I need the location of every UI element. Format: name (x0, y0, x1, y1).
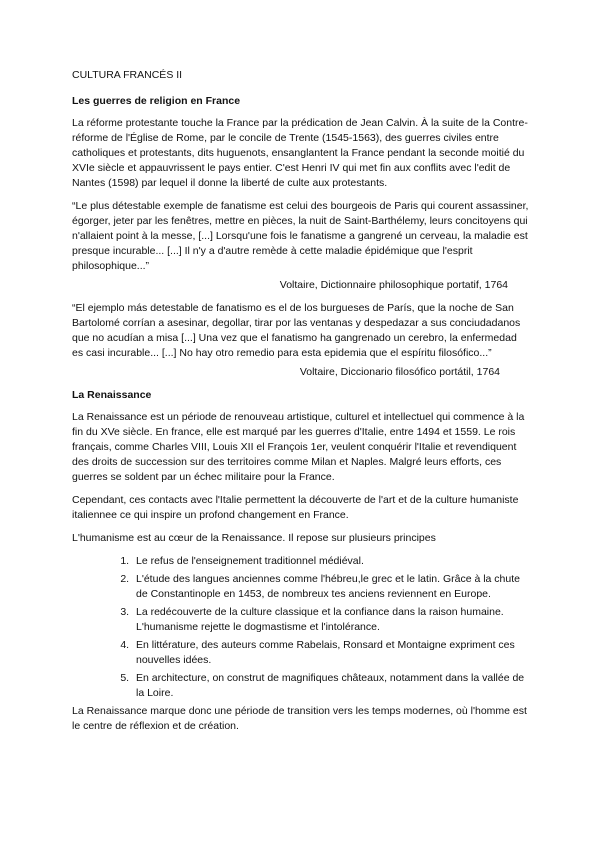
list-item: 5. En architecture, on construt de magnifiques châteaux, notamment dans la vallée de la Loire. (132, 671, 530, 701)
list-item: 3. La redécouverte de la culture classique et la confiance dans la raison humaine. L'humanisme rejette le dogmastisme et l'intolérance. (132, 605, 530, 635)
attribution-spanish: Voltaire, Diccionario filosófico portátil, 1764 (299, 366, 500, 378)
quote-french: “Le plus détestable exemple de fanatisme est celui des bourgeois de Paris qui courent assassiner, égorger, jeter par les fenêtres, mettre en pièces, la nuit de Saint-Barthélemy, leurs concitoyens qui n'allaient point à la messe, [...] Lorsqu'une fois le fanatisme a gangrené un cerveau, la maladie est presque incurable... [...] Il n'y a d'autre remède à cette maladie épidémique que l'esprit philosophique...” (72, 200, 529, 272)
quote-spanish: “El ejemplo más detestable de fanatismo es el de los burgueses de París, que la noche de San Bartolomé corrían a asesinar, degollar, tirar por las ventanas y despedazar a sus conciudadanos que no acudían a misa [...] Una vez que el fanatismo ha gangrenado un cerebro, la enfermedad es casi incurable... [...] No hay otro remedio para esta epidemia que el espíritu filosófico...” (72, 302, 521, 359)
paragraph-conclusion: La Renaissance marque donc une période de transition vers les temps modernes, où l'homme est le centre de réflexion et de création. (72, 705, 527, 732)
humanism-intro: L'humanisme est au cœur de la Renaissance. Il repose sur plusieurs principes (72, 532, 436, 544)
section-heading-renaissance: La Renaissance (72, 389, 152, 401)
paragraph-renaissance-intro: La Renaissance est un période de renouveau artistique, culturel et intellectuel qui commence à la fin du XVe siècle. En france, elle est marqué par les guerres d'Italie, entre 1494 et 1559. Le rois français, comme Charles VIII, Louis XII el François 1er, veulent conquérir l'Italie et revendiquent des droits de succession sur des territoires comme Milan et Naples. Malgré leurs efforts, ces guerres se soldent par un échec militaire pour la France. (72, 411, 525, 483)
paragraph-italy-contacts: Cependant, ces contacts avec l'Italie permettent la découverte de l'art et de la culture humaniste italiennee ce qui inspire un profond changement en France. (72, 494, 519, 521)
paragraph-religion-wars: La réforme protestante touche la France par la prédication de Jean Calvin. À la suite de la Contre-réforme de l'Église de Rome, par le concile de Trente (1545-1563), des guerres civiles entre catholiques et protestants, dits huguenots, ensanglantent la France pendant la seconde moitié du XVIe siècle et appauvrissent le pays entier. C'est Henri IV qui met fin aux conflits avec l'edit de Nantes (1598) par lequel il donne la liberté de culte aux protestants. (72, 117, 528, 189)
attribution-french: Voltaire, Dictionnaire philosophique portatif, 1764 (279, 279, 508, 291)
humanism-principles-list (72, 554, 530, 701)
section-heading-religion-wars: Les guerres de religion en France (72, 95, 241, 107)
document-title: CULTURA FRANCÉS II (72, 69, 183, 81)
list-item: 1. Le refus de l'enseignement traditionnel médiéval. (132, 554, 530, 569)
list-item: 2. L'étude des langues anciennes comme l'hébreu,le grec et le latin. Grâce à la chute de Constantinople en 1453, de nombreux tes anciens reviennent en Europe. (132, 572, 530, 602)
list-item: 4. En littérature, des auteurs comme Rabelais, Ronsard et Montaigne expriment ces nouvelles idées. (132, 638, 530, 668)
